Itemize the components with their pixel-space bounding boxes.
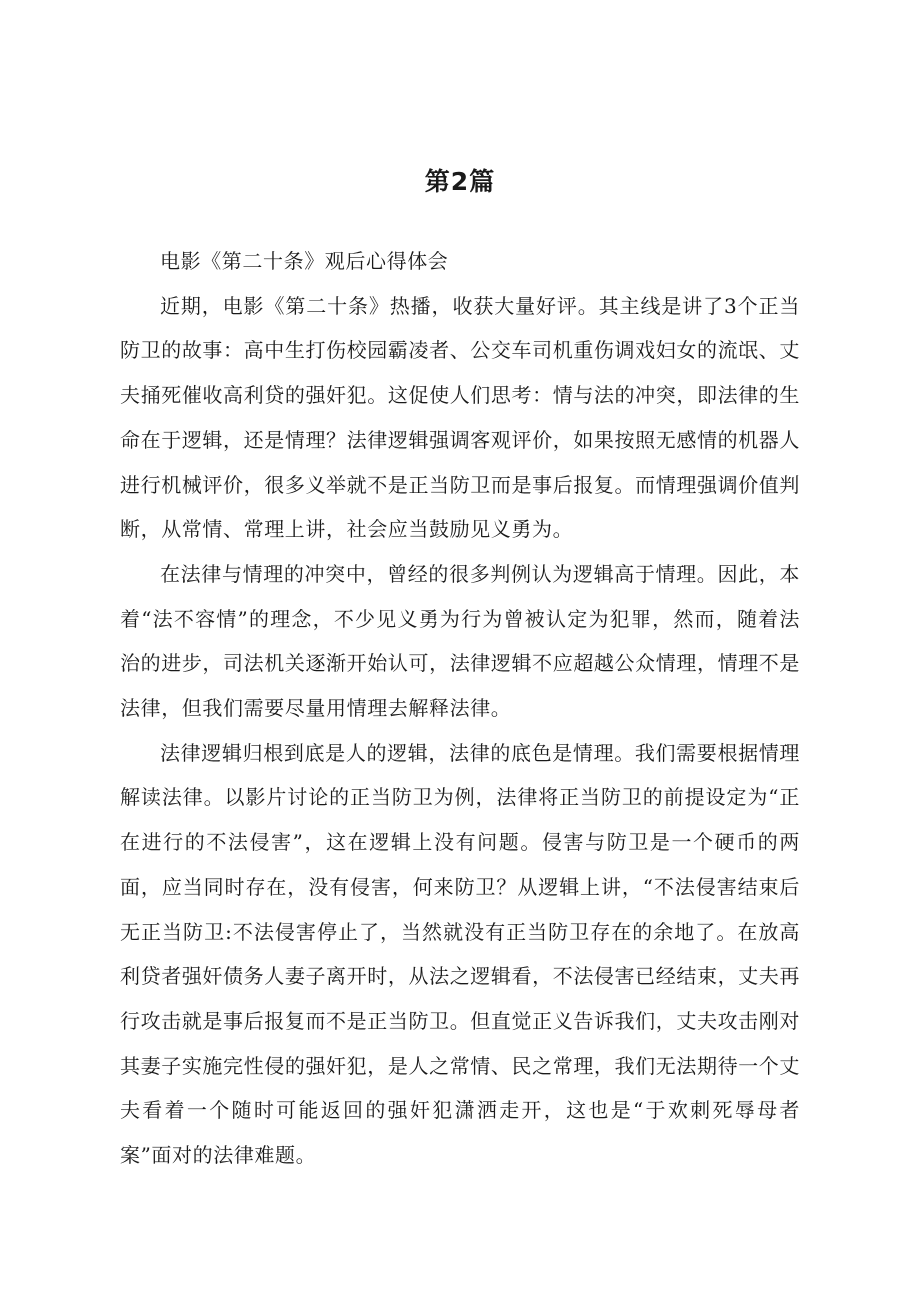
paragraph-2: 在法律与情理的冲突中，曾经的很多判例认为逻辑高于情理。因此，本着“法不容情”的理念，不少见义勇为行为曾被认定为犯罪，然而，随着法治的进步，司法机关逐渐开始认可，法律逻辑不应超越公众情理，情理不是法律，但我们需要尽量用情理去解释法律。	[120, 561, 800, 721]
paragraph-1: 近期，电影《第二十条》热播，收获大量好评。其主线是讲了3个正当防卫的故事：高中生打伤校园霸凌者、公交车司机重伤调戏妇女的流氓、丈夫捅死催收高利贷的强奸犯。这促使人们思考：情与法的冲突，即法律的生命在于逻辑，还是情理？法律逻辑强调客观评价，如果按照无感情的机器人进行机械评价，很多义举就不是正当防卫而是事后报复。而情理强调价值判断，从常情、常理上讲，社会应当鼓励见义勇为。	[120, 293, 800, 542]
subtitle: 电影《第二十条》观后心得体会	[160, 249, 449, 273]
paragraph-3: 法律逻辑归根到底是人的逻辑，法律的底色是情理。我们需要根据情理解读法律。以影片讨论的正当防卫为例，法律将正当防卫的前提设定为“正在进行的不法侵害”，这在逻辑上没有问题。侵害与防卫是一个硬币的两面，应当同时存在，没有侵害，何来防卫？从逻辑上讲，“不法侵害结束后无正当防卫:不法侵害停止了，当然就没有正当防卫存在的余地了。在放高利贷者强奸债务人妻子离开时，从法之逻辑看，不法侵害已经结束，丈夫再行攻击就是事后报复而不是正当防卫。但直觉正义告诉我们，丈夫攻击刚对其妻子实施完性侵的强奸犯，是人之常情、民之常理，我们无法期待一个丈夫看着一个随时可能返回的强奸犯潇洒走开，这也是“于欢刺死辱母者案”面对的法律难题。	[120, 740, 800, 1168]
body-text	[120, 239, 800, 1178]
page-heading: 第2篇	[424, 167, 496, 196]
